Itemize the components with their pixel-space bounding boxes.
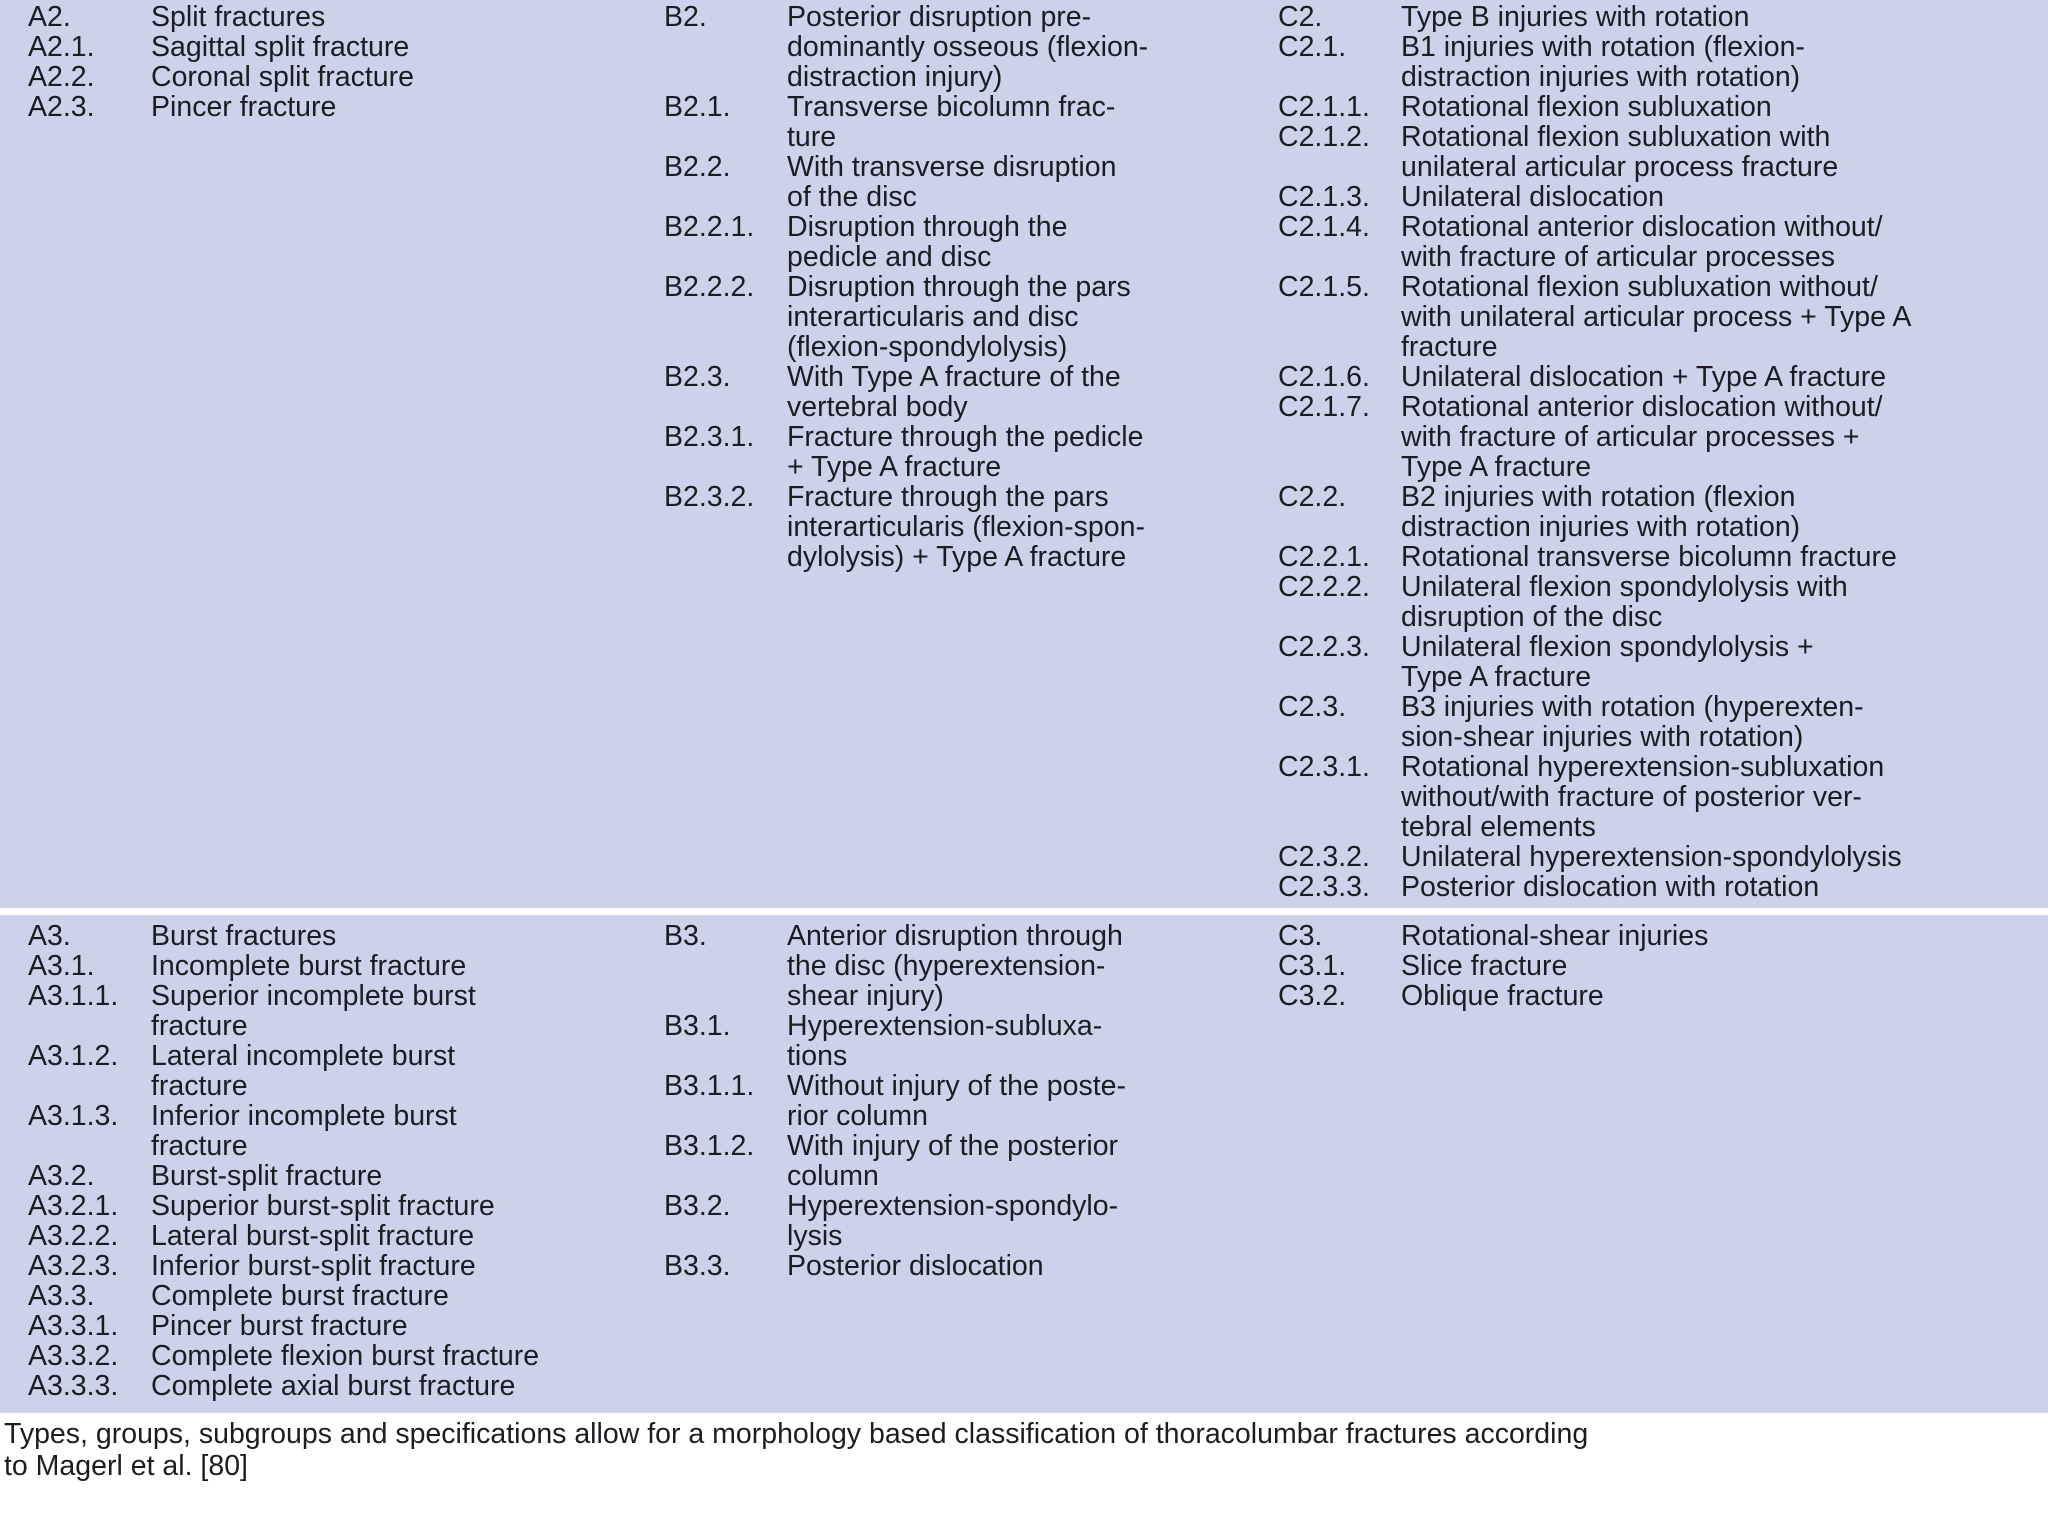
- entry-label: Unilateral flexion spondylolysis + Type A fracture: [1401, 631, 1814, 693]
- entry-code: C3.: [1278, 920, 1323, 952]
- entry-code: A3.2.: [28, 1160, 95, 1192]
- entry-label: Type B injuries with rotation: [1401, 1, 1750, 33]
- column-type-b: [664, 921, 1272, 1281]
- entry-code: B3.: [664, 920, 707, 952]
- entry-label: Rotational hyperextension-subluxation without/with fracture of posterior ver- tebral elements: [1401, 751, 1885, 843]
- entry-code: A2.1.: [28, 31, 95, 63]
- table-row: [1278, 572, 2044, 632]
- entry-label: Inferior burst-split fracture: [151, 1250, 476, 1282]
- table-row: [664, 362, 1272, 422]
- column-type-c: [1278, 2, 2044, 902]
- entry-label: Fracture through the pedicle + Type A fracture: [787, 421, 1144, 483]
- table-row: [28, 1101, 650, 1161]
- table-caption: Types, groups, subgroups and specifications allow for a morphology based classification of thoracolumbar fractures according to Magerl et al. [80]: [4, 1418, 1589, 1482]
- entry-code: A3.2.1.: [28, 1190, 119, 1222]
- entry-code: C2.1.: [1278, 31, 1347, 63]
- entry-code: B3.1.1.: [664, 1070, 755, 1102]
- entry-label: Rotational-shear injuries: [1401, 920, 1709, 952]
- table-row: [28, 981, 650, 1041]
- entry-code: C2.: [1278, 1, 1323, 33]
- entry-label: Rotational anterior dislocation without/ with fracture of articular processes: [1401, 211, 1883, 273]
- table-row: [664, 1071, 1272, 1131]
- entry-label: Lateral burst-split fracture: [151, 1220, 475, 1252]
- entry-label: Complete burst fracture: [151, 1280, 449, 1312]
- entry-code: C2.1.6.: [1278, 361, 1370, 393]
- table-row: [1278, 542, 2044, 572]
- table-row: [664, 921, 1272, 1011]
- entry-code: B2.3.1.: [664, 421, 755, 453]
- entry-label: With injury of the posterior column: [787, 1130, 1119, 1192]
- table-row: [1278, 2, 2044, 32]
- entry-label: Disruption through the pars interarticularis and disc (flexion-spondylolysis): [787, 271, 1131, 363]
- entry-code: A3.3.: [28, 1280, 95, 1312]
- entry-label: With Type A fracture of the vertebral body: [787, 361, 1121, 423]
- entry-label: Pincer fracture: [151, 91, 337, 123]
- table-row: [664, 212, 1272, 272]
- table-row: [28, 1221, 650, 1251]
- entry-label: Fracture through the pars interarticularis (flexion-spon- dylolysis) + Type A fracture: [787, 481, 1145, 573]
- entry-label: Coronal split fracture: [151, 61, 414, 93]
- table-row: [1278, 362, 2044, 392]
- table-row: [1278, 981, 2044, 1011]
- entry-label: Pincer burst fracture: [151, 1310, 408, 1342]
- entry-code: A2.2.: [28, 61, 95, 93]
- entry-label: Posterior dislocation: [787, 1250, 1044, 1282]
- entry-label: Incomplete burst fracture: [151, 950, 467, 982]
- entry-code: A3.: [28, 920, 71, 952]
- table-row: [28, 921, 650, 951]
- entry-code: A3.2.3.: [28, 1250, 119, 1282]
- entry-code: C2.3.: [1278, 691, 1347, 723]
- entry-code: A3.1.: [28, 950, 95, 982]
- entry-code: B2.1.: [664, 91, 731, 123]
- entry-label: Hyperextension-spondylo- lysis: [787, 1190, 1119, 1252]
- entry-code: C2.2.3.: [1278, 631, 1370, 663]
- table-row: [1278, 842, 2044, 872]
- entry-code: B2.3.2.: [664, 481, 755, 513]
- entry-label: Rotational flexion subluxation without/ with unilateral articular process + Type A fracture: [1401, 271, 1912, 363]
- entry-code: A3.1.1.: [28, 980, 119, 1012]
- entry-code: A3.2.2.: [28, 1220, 119, 1252]
- table-row: [28, 1371, 650, 1401]
- entry-label: Disruption through the pedicle and disc: [787, 211, 1068, 273]
- table-row: [28, 1281, 650, 1311]
- entry-code: C3.2.: [1278, 980, 1347, 1012]
- entry-label: Complete flexion burst fracture: [151, 1340, 540, 1372]
- table-row: [1278, 921, 2044, 951]
- table-row: [1278, 692, 2044, 752]
- table-row: [28, 1041, 650, 1101]
- table-row: [28, 1251, 650, 1281]
- entry-code: C3.1.: [1278, 950, 1347, 982]
- table-row: [1278, 482, 2044, 542]
- entry-label: Posterior dislocation with rotation: [1401, 871, 1820, 903]
- entry-label: Burst fractures: [151, 920, 337, 952]
- entry-code: B3.1.2.: [664, 1130, 755, 1162]
- entry-label: Inferior incomplete burst fracture: [151, 1100, 457, 1162]
- table-row: [28, 62, 650, 92]
- table-row: [28, 92, 650, 122]
- entry-label: Anterior disruption through the disc (hyperextension- shear injury): [787, 920, 1123, 1012]
- entry-code: B2.: [664, 1, 707, 33]
- column-type-a: [28, 2, 650, 122]
- entry-code: A3.1.3.: [28, 1100, 119, 1132]
- entry-label: Sagittal split fracture: [151, 31, 410, 63]
- entry-label: Rotational flexion subluxation: [1401, 91, 1772, 123]
- entry-code: C2.1.1.: [1278, 91, 1370, 123]
- table-row: [664, 482, 1272, 572]
- entry-code: C2.1.4.: [1278, 211, 1370, 243]
- entry-code: C2.1.3.: [1278, 181, 1370, 213]
- entry-label: B3 injuries with rotation (hyperexten- sion-shear injuries with rotation): [1401, 691, 1864, 753]
- entry-label: Superior burst-split fracture: [151, 1190, 495, 1222]
- entry-label: Split fractures: [151, 1, 326, 33]
- table-row: [664, 272, 1272, 362]
- table-row: [28, 1311, 650, 1341]
- table-row: [28, 951, 650, 981]
- entry-label: With transverse disruption of the disc: [787, 151, 1117, 213]
- entry-label: Oblique fracture: [1401, 980, 1604, 1012]
- table-row: [1278, 32, 2044, 92]
- table-row: [28, 1191, 650, 1221]
- table-row: [664, 1251, 1272, 1281]
- entry-code: C2.3.2.: [1278, 841, 1370, 873]
- entry-label: Superior incomplete burst fracture: [151, 980, 476, 1042]
- table-row: [664, 1131, 1272, 1191]
- entry-code: B2.3.: [664, 361, 731, 393]
- entry-code: C2.3.3.: [1278, 871, 1370, 903]
- table-row: [28, 2, 650, 32]
- entry-label: B2 injuries with rotation (flexion distraction injuries with rotation): [1401, 481, 1801, 543]
- column-type-b: [664, 2, 1272, 572]
- entry-label: Burst-split fracture: [151, 1160, 383, 1192]
- entry-code: B2.2.: [664, 151, 731, 183]
- entry-label: Unilateral dislocation + Type A fracture: [1401, 361, 1887, 393]
- entry-code: C2.2.1.: [1278, 541, 1370, 573]
- table-row: [28, 32, 650, 62]
- table-row: [664, 422, 1272, 482]
- table-row: [664, 2, 1272, 92]
- entry-label: Lateral incomplete burst fracture: [151, 1040, 456, 1102]
- table-row: [1278, 212, 2044, 272]
- entry-code: C2.1.5.: [1278, 271, 1370, 303]
- entry-label: Hyperextension-subluxa- tions: [787, 1010, 1103, 1072]
- entry-label: Rotational flexion subluxation with unilateral articular process fracture: [1401, 121, 1839, 183]
- column-type-c: [1278, 921, 2044, 1011]
- entry-code: B2.2.2.: [664, 271, 755, 303]
- table-row: [28, 1161, 650, 1191]
- entry-label: Without injury of the poste- rior column: [787, 1070, 1126, 1132]
- entry-label: Posterior disruption pre- dominantly osseous (flexion- distraction injury): [787, 1, 1149, 93]
- table-row: [28, 1341, 650, 1371]
- entry-code: C2.1.2.: [1278, 121, 1370, 153]
- entry-code: B3.2.: [664, 1190, 731, 1222]
- table-row: [664, 152, 1272, 212]
- entry-label: B1 injuries with rotation (flexion- distraction injuries with rotation): [1401, 31, 1805, 93]
- classification-table-bottom: [0, 915, 2048, 1413]
- entry-label: Rotational transverse bicolumn fracture: [1401, 541, 1897, 573]
- entry-label: Unilateral dislocation: [1401, 181, 1664, 213]
- entry-code: B3.1.: [664, 1010, 731, 1042]
- entry-code: A2.3.: [28, 91, 95, 123]
- table-row: [664, 1011, 1272, 1071]
- table-row: [1278, 951, 2044, 981]
- entry-label: Unilateral flexion spondylolysis with disruption of the disc: [1401, 571, 1848, 633]
- table-row: [1278, 182, 2044, 212]
- table-row: [1278, 632, 2044, 692]
- table-row: [664, 1191, 1272, 1251]
- entry-label: Slice fracture: [1401, 950, 1568, 982]
- entry-code: C2.1.7.: [1278, 391, 1370, 423]
- entry-code: C2.2.2.: [1278, 571, 1370, 603]
- table-row: [1278, 122, 2044, 182]
- column-type-a: [28, 921, 650, 1401]
- entry-code: B3.3.: [664, 1250, 731, 1282]
- table-row: [664, 92, 1272, 152]
- table-row: [1278, 272, 2044, 362]
- entry-label: Rotational anterior dislocation without/ with fracture of articular processes + Type A fracture: [1401, 391, 1883, 483]
- entry-code: C2.3.1.: [1278, 751, 1370, 783]
- entry-code: A2.: [28, 1, 71, 33]
- table-row: [1278, 392, 2044, 482]
- table-row: [1278, 752, 2044, 842]
- entry-code: C2.2.: [1278, 481, 1347, 513]
- entry-code: B2.2.1.: [664, 211, 755, 243]
- entry-code: A3.3.3.: [28, 1370, 119, 1402]
- entry-label: Unilateral hyperextension-spondylolysis: [1401, 841, 1902, 873]
- table-row: [1278, 92, 2044, 122]
- entry-code: A3.1.2.: [28, 1040, 119, 1072]
- entry-label: Transverse bicolumn frac- ture: [787, 91, 1116, 153]
- entry-code: A3.3.2.: [28, 1340, 119, 1372]
- table-row: [1278, 872, 2044, 902]
- entry-code: A3.3.1.: [28, 1310, 119, 1342]
- entry-label: Complete axial burst fracture: [151, 1370, 516, 1402]
